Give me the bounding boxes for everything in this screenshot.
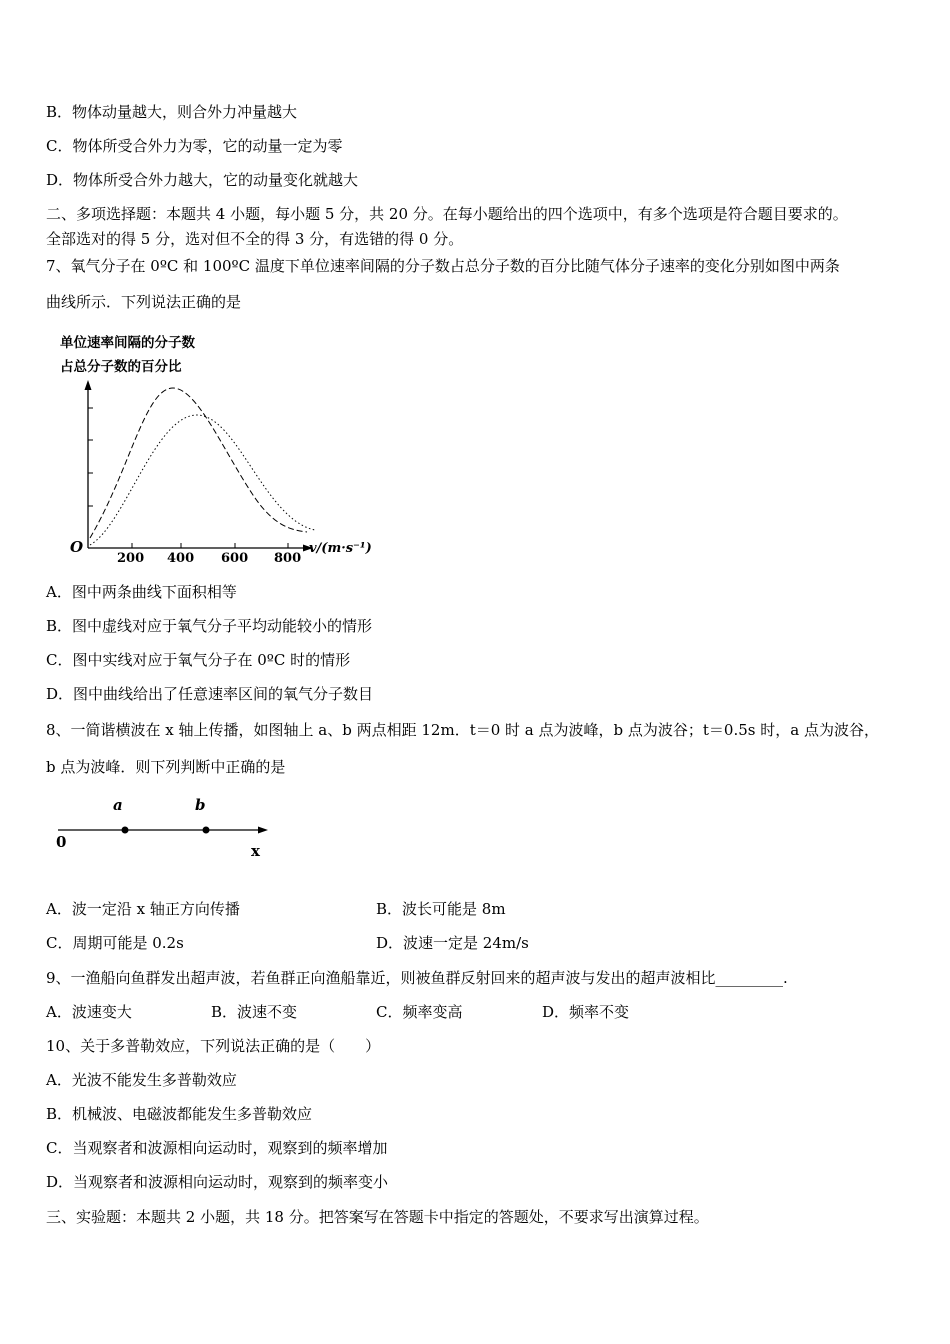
q7-option-c: C．图中实线对应于氧气分子在 0ºC 时的情形: [46, 651, 351, 669]
q9-option-b: B．波速不变: [211, 1003, 298, 1021]
q7-option-d: D．图中曲线给出了任意速率区间的氧气分子数目: [46, 685, 374, 703]
q9-option-a: A．波速变大: [46, 1003, 132, 1021]
section2-heading-line1: 二、多项选择题：本题共 4 小题，每小题 5 分，共 20 分。在每小题给出的四个选项中，有多个选项是符合题目要求的。: [46, 205, 848, 223]
q6-option-b: B．物体动量越大，则合外力冲量越大: [46, 103, 298, 121]
q8-option-a: A．波一定沿 x 轴正方向传播: [46, 900, 240, 918]
q7-stem-line1: 7、氧气分子在 0ºC 和 100ºC 温度下单位速率间隔的分子数占总分子数的百分比随气体分子速率的变化分别如图中两条: [46, 257, 840, 275]
q8-fig-origin-label: 0: [56, 833, 67, 851]
q7-fig-tick-label: 800: [274, 551, 302, 566]
q7-fig-tick-label: 600: [221, 551, 249, 566]
q8-fig-x-label: x: [251, 842, 260, 860]
q7-fig-origin-label: O: [70, 538, 84, 556]
q7-speed-distribution-figure: [55, 330, 385, 570]
q10-option-a: A．光波不能发生多普勒效应: [46, 1071, 237, 1089]
q7-option-a: A．图中两条曲线下面积相等: [46, 583, 237, 601]
q8-fig-point-a: [122, 827, 129, 834]
q7-stem-line2: 曲线所示．下列说法正确的是: [46, 293, 242, 311]
q7-fig-ylabel-line1: 单位速率间隔的分子数: [60, 335, 195, 351]
q8-fig-point-b: [203, 827, 210, 834]
q8-axis-figure: [50, 790, 280, 865]
q7-fig-dashed-curve: [90, 388, 307, 538]
q7-fig-y-axis-arrow: [85, 380, 92, 390]
section2-heading-line2: 全部选对的得 5 分，选对但不全的得 3 分，有选错的得 0 分。: [46, 230, 464, 248]
q10-option-b: B．机械波、电磁波都能发生多普勒效应: [46, 1105, 313, 1123]
q9-stem: 9、一渔船向鱼群发出超声波，若鱼群正向渔船靠近，则被鱼群反射回来的超声波与发出的超声波相比_________.: [46, 969, 788, 987]
q7-fig-tick-label: 200: [117, 551, 145, 566]
q10-option-c: C．当观察者和波源相向运动时，观察到的频率增加: [46, 1139, 388, 1157]
q9-option-d: D．频率不变: [542, 1003, 630, 1021]
q7-option-b: B．图中虚线对应于氧气分子平均动能较小的情形: [46, 617, 373, 635]
q8-fig-x-axis-arrow: [258, 827, 268, 834]
q7-fig-dotted-curve: [90, 415, 315, 545]
q6-option-d: D．物体所受合外力越大，它的动量变化就越大: [46, 171, 359, 189]
q8-option-b: B．波长可能是 8m: [376, 900, 506, 918]
q8-fig-label-b: b: [195, 796, 206, 814]
q7-fig-ylabel-line2: 占总分子数的百分比: [60, 359, 182, 375]
q10-stem: 10、关于多普勒效应，下列说法正确的是（ ）: [46, 1037, 381, 1055]
q8-option-d: D．波速一定是 24m/s: [376, 934, 529, 952]
q8-stem-line1: 8、一简谐横波在 x 轴上传播，如图轴上 a、b 两点相距 12m．t＝0 时 a 点为波峰，b 点为波谷；t＝0.5s 时，a 点为波谷，: [46, 721, 879, 739]
q8-stem-line2: b 点为波峰．则下列判断中正确的是: [46, 758, 286, 776]
q8-option-c: C．周期可能是 0.2s: [46, 934, 184, 952]
section3-heading: 三、实验题：本题共 2 小题，共 18 分。把答案写在答题卡中指定的答题处，不要求写出演算过程。: [46, 1208, 709, 1226]
q6-option-c: C．物体所受合外力为零，它的动量一定为零: [46, 137, 343, 155]
q9-option-c: C．频率变高: [376, 1003, 463, 1021]
q8-fig-label-a: a: [113, 796, 123, 814]
q7-fig-x-axis-label: v/(m·s⁻¹): [309, 541, 372, 556]
q7-fig-tick-label: 400: [167, 551, 195, 566]
q10-option-d: D．当观察者和波源相向运动时，观察到的频率变小: [46, 1173, 389, 1191]
